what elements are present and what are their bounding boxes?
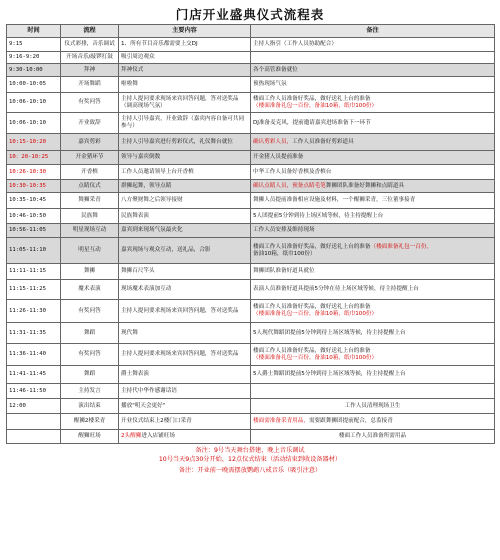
table-row xyxy=(7,300,495,323)
table-row xyxy=(7,64,495,77)
cell-flow: 开业致辞 xyxy=(61,113,119,134)
cell-content: 吸引周边观众 xyxy=(119,52,251,64)
cell-note xyxy=(251,366,495,384)
table-row xyxy=(7,180,495,193)
cell-flow: 开场音乐/敲锣打鼓 xyxy=(61,52,119,64)
table-row xyxy=(7,414,495,430)
note-text: 5人现代舞蹈团提前5分钟到待上场区域等候，待主持提醒上台 xyxy=(253,329,406,336)
cell-content: 主持人提问要求现场来宾回答问题，答对送奖品 xyxy=(119,300,251,323)
note-text: 楼面工作人员准备所需用品 xyxy=(338,433,407,440)
note-highlight: 确认剪彩人员， xyxy=(253,138,293,145)
note-highlight: 确认点睛人员，预备点睛毛笔 xyxy=(253,182,326,189)
cell-note xyxy=(251,193,495,209)
cell-content: 八方聚财舞之后领导接财 xyxy=(119,193,251,209)
cell-content-rest: 进入店铺旺场 xyxy=(141,433,175,440)
cell-time: 10:00-10:05 xyxy=(7,77,61,93)
cell-note xyxy=(251,238,495,264)
note-text: 楼面工作人员准备好奖品，做好送礼上台的准备 xyxy=(253,243,371,250)
cell-flow: 有奖问答 xyxy=(61,300,119,323)
table-row xyxy=(7,399,495,414)
cell-content: 工作人员邀请领导上台开香槟 xyxy=(119,165,251,180)
cell-time: 11:15-11:25 xyxy=(7,280,61,300)
table-row xyxy=(7,224,495,238)
footer-notes xyxy=(6,447,494,476)
note-highlight: （楼面准备礼包一百份， xyxy=(370,243,433,250)
cell-time: 12:00 xyxy=(7,399,61,414)
cell-content: 主持人提问要求现场来宾回答问题，答对送奖品（调高现场气氛） xyxy=(119,93,251,113)
cell-flow: 开金猪环节 xyxy=(61,151,119,165)
note-text: 5人团提前5分钟到待上场区域等候，待主持提醒上台 xyxy=(253,212,384,219)
table-row xyxy=(7,264,495,280)
footer-note-3: 备注：开业前一晚需摆放鹦鹉八戒音乐（吸引注意） xyxy=(178,466,322,474)
cell-flow: 开场舞蹈 xyxy=(61,77,119,93)
cell-content: 1、所有节目音乐都需要上交DJ xyxy=(119,38,251,52)
table-row xyxy=(7,93,495,113)
cell-flow: 演出结束 xyxy=(61,399,119,414)
table-row xyxy=(7,165,495,180)
cell-note xyxy=(251,151,495,165)
note-text: 中华工作人员备好香槟及香槟台 xyxy=(253,168,332,175)
note-highlight: 楼面需准备采青用品， xyxy=(253,418,309,425)
cell-flow: 嘉宾剪彩 xyxy=(61,134,119,151)
cell-time: 9:15 xyxy=(7,38,61,52)
header-note: 备注 xyxy=(251,25,495,38)
cell-flow: 民族舞 xyxy=(61,209,119,224)
cell-note xyxy=(251,280,495,300)
cell-note xyxy=(251,344,495,366)
cell-flow: 明星互动 xyxy=(61,238,119,264)
cell-time: 9:30-10:00 xyxy=(7,64,61,77)
cell-flow: 点睛仪式 xyxy=(61,180,119,193)
cell-content: 开业仪式结束上2楼门口采青 xyxy=(119,414,251,430)
cell-note xyxy=(251,134,495,151)
note-highlight: （楼面准备礼包一百份，备油10箱，纸巾100份） xyxy=(253,102,378,109)
cell-note xyxy=(251,93,495,113)
cell-content: 群狮起舞，领导点睛 xyxy=(119,180,251,193)
cell-note xyxy=(251,430,495,444)
cell-time: 10:15-10:20 xyxy=(7,134,61,151)
note-highlight: （楼面准备礼包一百份，备油10箱，纸巾100份） xyxy=(253,354,378,361)
cell-note xyxy=(251,52,495,64)
cell-content: 嘉宾现场与观众互动，送礼品，合影 xyxy=(119,238,251,264)
cell-time xyxy=(7,414,61,430)
table-row xyxy=(7,238,495,264)
note-text: 工作人员清理现场卫生 xyxy=(344,402,401,409)
note-text-after: 工作人员准备好剪彩道具 xyxy=(292,138,354,145)
table-row xyxy=(7,209,495,224)
note-text-after: 备油10箱，纸巾100份） xyxy=(253,250,316,257)
cell-content: 领导与嘉宾倒数 xyxy=(119,151,251,165)
note-highlight: （楼面准备礼包一百份，备油10箱，纸巾100份） xyxy=(253,311,378,317)
note-text-after: 舞狮团队准备好舞狮和点睛道具 xyxy=(325,182,405,189)
note-text-after: 需要跟舞狮团提前配合，总监接青 xyxy=(308,418,393,425)
cell-time: 10:06-10:10 xyxy=(7,113,61,134)
note-text: DJ准备麦克风，提前邀请嘉宾进场准备下一环节 xyxy=(253,119,371,126)
cell-note xyxy=(251,38,495,52)
cell-note xyxy=(251,300,495,323)
note-text: 楼面工作人员准备好奖品，做好送礼上台的准备 xyxy=(253,304,371,311)
schedule-table xyxy=(6,24,495,444)
cell-note xyxy=(251,414,495,430)
note-text: 预热现场气氛 xyxy=(253,81,287,88)
cell-flow: 魔术表演 xyxy=(61,280,119,300)
note-text: 楼面工作人员准备好奖品，做好送礼上台的准备 xyxy=(253,347,371,354)
table-row xyxy=(7,323,495,344)
cell-flow: 醒狮旺场 xyxy=(61,430,119,444)
cell-note xyxy=(251,399,495,414)
cell-flow: 开香槟 xyxy=(61,165,119,180)
cell-time: 11:46-11:50 xyxy=(7,384,61,399)
table-row xyxy=(7,151,495,165)
cell-note xyxy=(251,224,495,238)
cell-flow: 舞狮采青 xyxy=(61,193,119,209)
note-text: 舞狮人员提前准备相应设施及材料，一个醒狮采青，三位董事接青 xyxy=(253,197,416,204)
cell-time xyxy=(7,430,61,444)
cell-content: 拜神仪式 xyxy=(119,64,251,77)
cell-time: 10:46-10:50 xyxy=(7,209,61,224)
cell-content: 啦啦舞 xyxy=(119,77,251,93)
cell-time: 11:36-11:40 xyxy=(7,344,61,366)
cell-time: 11:05-11:10 xyxy=(7,238,61,264)
cell-time: 10：20-10:25 xyxy=(7,151,61,165)
cell-time: 11:31-11:35 xyxy=(7,323,61,344)
note-text: 表演人员准备好道具提前5分钟在待上场区域等候，待主持提醒上台 xyxy=(253,286,419,293)
cell-content: 现代舞 xyxy=(119,323,251,344)
cell-time: 10:06-10:10 xyxy=(7,93,61,113)
header-time: 时间 xyxy=(7,25,61,38)
cell-note xyxy=(251,264,495,280)
cell-time: 10:30-10:35 xyxy=(7,180,61,193)
note-text: 舞狮团队准备好道具就位 xyxy=(253,268,315,275)
cell-flow: 仪式彩排，音乐调试 xyxy=(61,38,119,52)
cell-time: 10:56-11:05 xyxy=(7,224,61,238)
table-row xyxy=(7,366,495,384)
cell-content-highlight: 2头醒狮 xyxy=(121,433,142,440)
table-row xyxy=(7,280,495,300)
table-row xyxy=(7,193,495,209)
cell-note xyxy=(251,384,495,399)
cell-flow: 舞蹈 xyxy=(61,323,119,344)
cell-content: 主持人提问要求现场来宾回答问题，答对送奖品 xyxy=(119,344,251,366)
cell-flow: 醒狮2楼采青 xyxy=(61,414,119,430)
cell-content: 民族舞表演 xyxy=(119,209,251,224)
cell-note xyxy=(251,165,495,180)
cell-flow: 舞狮 xyxy=(61,264,119,280)
table-row xyxy=(7,77,495,93)
cell-flow: 主持发言 xyxy=(61,384,119,399)
cell-time: 11:26-11:30 xyxy=(7,300,61,323)
table-row xyxy=(7,344,495,366)
cell-flow: 有奖问答 xyxy=(61,93,119,113)
cell-flow: 拜神 xyxy=(61,64,119,77)
cell-content: 嘉宾到来现场气氛最火化 xyxy=(119,224,251,238)
cell-content xyxy=(119,430,251,444)
cell-note xyxy=(251,64,495,77)
cell-content: 主持人引导嘉宾进行剪彩仪式，礼仪舞台就位 xyxy=(119,134,251,151)
cell-content: 现场魔术表演加互动 xyxy=(119,280,251,300)
footer-note-2: 10号当天9点30分开始，12点仪式结束（活动结束到收设备器材） xyxy=(158,455,342,463)
footer-note-1: 备注：9号当天舞台搭建，晚上音乐调试 xyxy=(195,447,305,454)
table-row xyxy=(7,430,495,444)
table-row xyxy=(7,52,495,64)
table-row xyxy=(7,113,495,134)
note-text: 主持人指引（工作人员协助配合） xyxy=(253,41,337,48)
cell-note xyxy=(251,113,495,134)
cell-content: 舞狮百尺竿头 xyxy=(119,264,251,280)
cell-content: 爵士舞表演 xyxy=(119,366,251,384)
cell-time: 10:26-10:30 xyxy=(7,165,61,180)
cell-flow: 有奖问答 xyxy=(61,344,119,366)
cell-time: 10:35-10:45 xyxy=(7,193,61,209)
note-text: 各个高管准备就位 xyxy=(253,66,298,73)
page-title: 门店开业盛典仪式流程表 xyxy=(175,7,325,22)
cell-time: 11:11-11:15 xyxy=(7,264,61,280)
cell-flow: 明星现场互动 xyxy=(61,224,119,238)
cell-note xyxy=(251,77,495,93)
table-row xyxy=(7,384,495,399)
cell-note xyxy=(251,180,495,193)
cell-content: 播放"明天会更好" xyxy=(119,399,251,414)
cell-time: 9:16-9:20 xyxy=(7,52,61,64)
note-text: 开金猪人员提前准备 xyxy=(253,154,304,161)
table-row xyxy=(7,38,495,52)
table-body xyxy=(7,38,495,444)
cell-note xyxy=(251,323,495,344)
cell-note xyxy=(251,209,495,224)
note-text: 楼面工作人员准备好奖品，做好送礼上台的准备 xyxy=(253,95,371,102)
cell-time: 11:41-11:45 xyxy=(7,366,61,384)
header-flow: 流程 xyxy=(61,25,119,38)
note-text: 工作人员安排及维持现场 xyxy=(253,227,315,234)
cell-content: 主持人引导嘉宾，开业致辞（嘉宾内容自备可共同参与） xyxy=(119,113,251,134)
cell-content: 主持代中华作感谢话语 xyxy=(119,384,251,399)
table-row xyxy=(7,134,495,151)
cell-flow: 舞蹈 xyxy=(61,366,119,384)
header-content: 主要内容 xyxy=(119,25,251,38)
table-header-row xyxy=(7,25,495,38)
note-text: 5人爵士舞蹈团提前5分钟到待上场区域等候，待主持提醒上台 xyxy=(253,371,406,378)
